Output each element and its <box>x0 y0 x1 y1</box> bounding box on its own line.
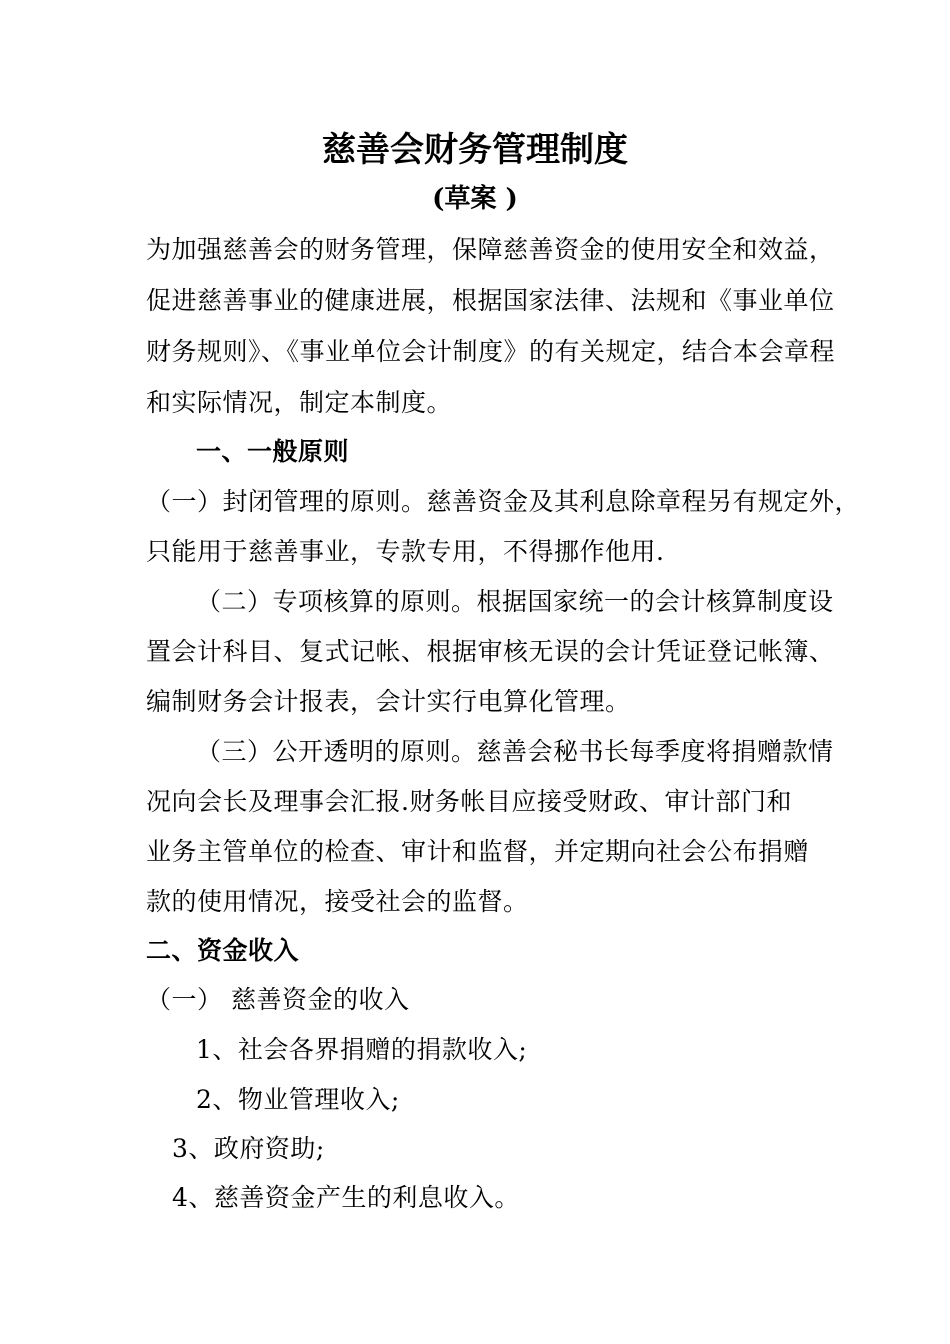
principle-1-line: （一）封闭管理的原则。慈善资金及其利息除章程另有规定外， <box>146 487 861 516</box>
section-heading: 二、资金收入 <box>146 936 300 965</box>
principle-1-line: 只能用于慈善事业，专款专用，不得挪作他用. <box>146 537 665 566</box>
income-list-item: 3、政府资助; <box>172 1134 325 1163</box>
principle-2-line: （二）专项核算的原则。根据国家统一的会计核算制度设 <box>196 587 834 616</box>
income-list-item: 2、物业管理收入; <box>196 1085 400 1114</box>
principle-3-line: 业务主管单位的检查、审计和监督，并定期向社会公布捐赠 <box>146 837 810 866</box>
income-list-item: 4、慈善资金产生的利息收入。 <box>172 1183 520 1212</box>
principle-3-line: 款的使用情况，接受社会的监督。 <box>146 887 529 916</box>
document-subtitle: (草案 ) <box>432 184 518 214</box>
preamble-line: 财务规则》、《事业单位会计制度》的有关规定，结合本会章程 <box>146 337 836 366</box>
principle-2-line: 置会计科目、复式记帐、根据审核无误的会计凭证登记帐簿、 <box>146 637 835 666</box>
principle-2-line: 编制财务会计报表，会计实行电算化管理。 <box>146 687 631 716</box>
document-title: 慈善会财务管理制度 <box>322 130 628 170</box>
subsection-heading: （一） 慈善资金的收入 <box>146 985 410 1014</box>
section-heading: 一、一般原则 <box>196 437 350 466</box>
income-list-item: 1、社会各界捐赠的捐款收入; <box>196 1035 528 1064</box>
principle-3-line: 况向会长及理事会汇报.财务帐目应接受财政、审计部门和 <box>146 787 792 816</box>
preamble-line: 和实际情况，制定本制度。 <box>146 388 453 417</box>
preamble-line: 促进慈善事业的健康进展，根据国家法律、法规和《事业单位 <box>146 286 835 315</box>
principle-3-line: （三）公开透明的原则。慈善会秘书长每季度将捐赠款情 <box>196 737 834 766</box>
preamble-line: 为加强慈善会的财务管理，保障慈善资金的使用安全和效益， <box>146 235 835 264</box>
